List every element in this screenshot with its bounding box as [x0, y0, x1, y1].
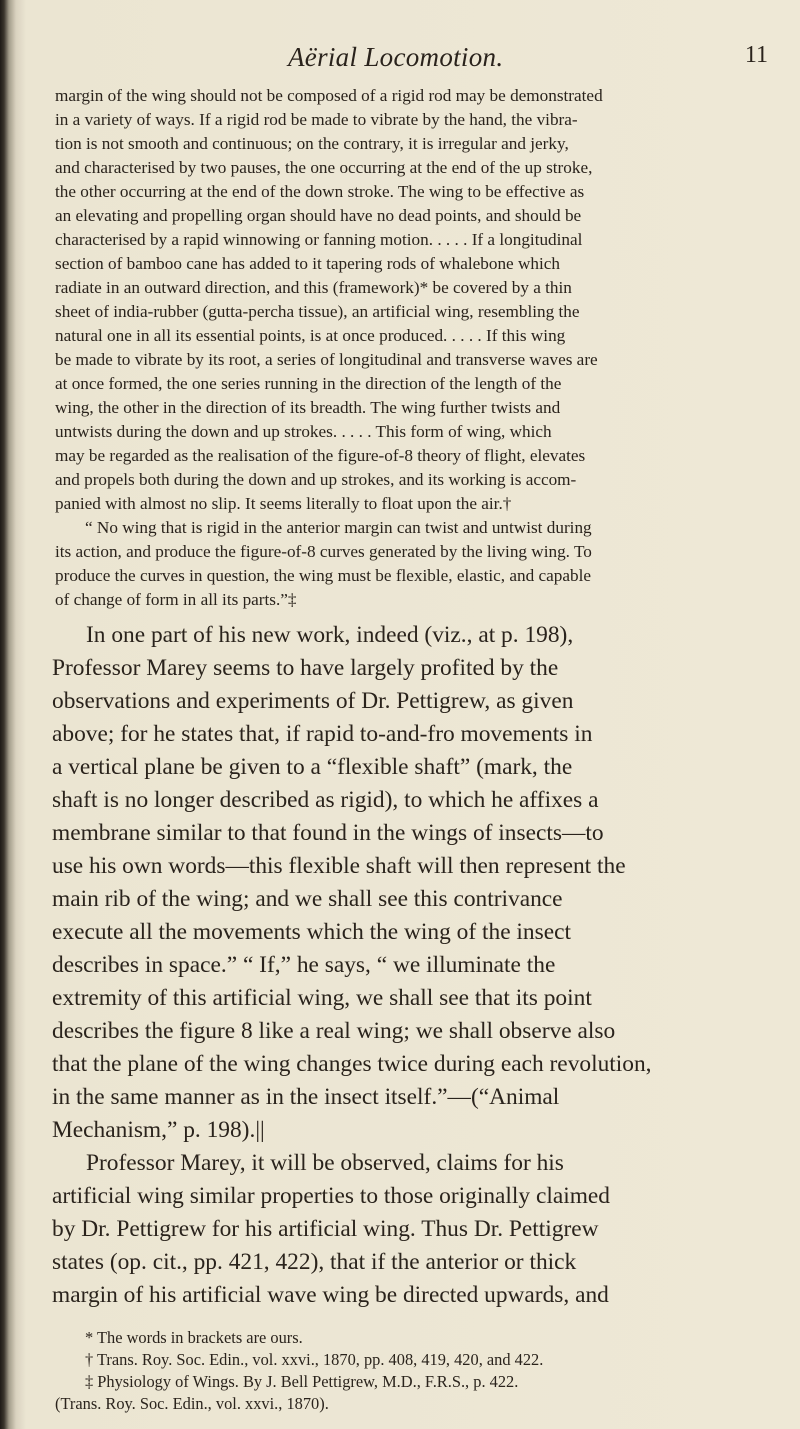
text-line: be made to vibrate by its root, a series of longitudinal and transverse waves are [55, 350, 598, 369]
footnote-line: (Trans. Roy. Soc. Edin., vol. xxvi., 1870). [55, 1394, 329, 1413]
text-line: tion is not smooth and continuous; on the contrary, it is irregular and jerky, [55, 134, 569, 153]
text-line: margin of the wing should not be composed of a rigid rod may be demonstrated [55, 86, 603, 105]
text-line: execute all the movements which the wing of the insect [52, 919, 571, 945]
page-number: 11 [744, 42, 768, 68]
text-line: of change of form in all its parts.”‡ [55, 590, 297, 609]
text-line: observations and experiments of Dr. Pettigrew, as given [52, 688, 574, 714]
footnote-line: * The words in brackets are ours. [85, 1328, 303, 1347]
text-line: sheet of india-rubber (gutta-percha tissue), an artificial wing, resembling the [55, 302, 580, 321]
text-line: in the same manner as in the insect itself.”—(“Animal [52, 1084, 560, 1110]
running-title: Aërial Locomotion. [288, 42, 504, 72]
text-line: In one part of his new work, indeed (viz., at p. 198), [86, 622, 574, 648]
text-line: panied with almost no slip. It seems literally to float upon the air.† [55, 494, 512, 513]
text-line: describes in space.” “ If,” he says, “ we illuminate the [52, 952, 556, 978]
text-line: states (op. cit., pp. 421, 422), that if the anterior or thick [52, 1249, 577, 1275]
text-line: and characterised by two pauses, the one occurring at the end of the up stroke, [55, 158, 593, 177]
text-line: extremity of this artificial wing, we shall see that its point [52, 985, 592, 1011]
text-line: describes the figure 8 like a real wing; we shall observe also [52, 1018, 616, 1044]
text-line: and propels both during the down and up strokes, and its working is accom- [55, 470, 577, 489]
text-line: a vertical plane be given to a “flexible shaft” (mark, the [52, 754, 573, 780]
footnote-line: † Trans. Roy. Soc. Edin., vol. xxvi., 1870, pp. 408, 419, 420, and 422. [85, 1350, 544, 1369]
text-line: Mechanism,” p. 198).|| [52, 1117, 265, 1143]
text-line: main rib of the wing; and we shall see this contrivance [52, 886, 563, 912]
text-line: that the plane of the wing changes twice during each revolution, [52, 1051, 652, 1077]
text-line: the other occurring at the end of the down stroke. The wing to be effective as [55, 182, 585, 201]
running-head [40, 42, 770, 72]
text-line: Professor Marey seems to have largely profited by the [52, 655, 559, 681]
footnote-line: ‡ Physiology of Wings. By J. Bell Pettigrew, M.D., F.R.S., p. 422. [85, 1372, 519, 1391]
text-line: an elevating and propelling organ should have no dead points, and should be [55, 206, 582, 225]
text-line: membrane similar to that found in the wings of insects—to [52, 820, 604, 846]
text-line: section of bamboo cane has added to it tapering rods of whalebone which [55, 254, 560, 273]
text-line: “ No wing that is rigid in the anterior margin can twist and untwist during [85, 518, 592, 537]
text-line: by Dr. Pettigrew for his artificial wing. Thus Dr. Pettigrew [52, 1216, 599, 1242]
text-line: use his own words—this flexible shaft will then represent the [52, 853, 626, 879]
text-line: wing, the other in the direction of its breadth. The wing further twists and [55, 398, 561, 417]
text-line: in a variety of ways. If a rigid rod be made to vibrate by the hand, the vibra- [55, 110, 578, 129]
text-line: its action, and produce the figure-of-8 curves generated by the living wing. To [55, 542, 592, 561]
text-line: natural one in all its essential points, is at once produced. . . . . If this wing [55, 326, 566, 345]
text-line: shaft is no longer described as rigid), to which he affixes a [52, 787, 599, 813]
text-line: characterised by a rapid winnowing or fanning motion. . . . . If a longitudinal [55, 230, 583, 249]
text-line: artificial wing similar properties to those originally claimed [52, 1183, 610, 1209]
text-line: Professor Marey, it will be observed, claims for his [86, 1150, 564, 1176]
text-line: produce the curves in question, the wing must be flexible, elastic, and capable [55, 566, 591, 585]
text-line: radiate in an outward direction, and this (framework)* be covered by a thin [55, 278, 572, 297]
text-line: at once formed, the one series running in the direction of the length of the [55, 374, 562, 393]
text-line: margin of his artificial wave wing be directed upwards, and [52, 1282, 609, 1308]
text-line: may be regarded as the realisation of the figure-of-8 theory of flight, elevates [55, 446, 586, 465]
text-line: above; for he states that, if rapid to-and-fro movements in [52, 721, 593, 747]
text-line: untwists during the down and up strokes. . . . . This form of wing, which [55, 422, 552, 441]
